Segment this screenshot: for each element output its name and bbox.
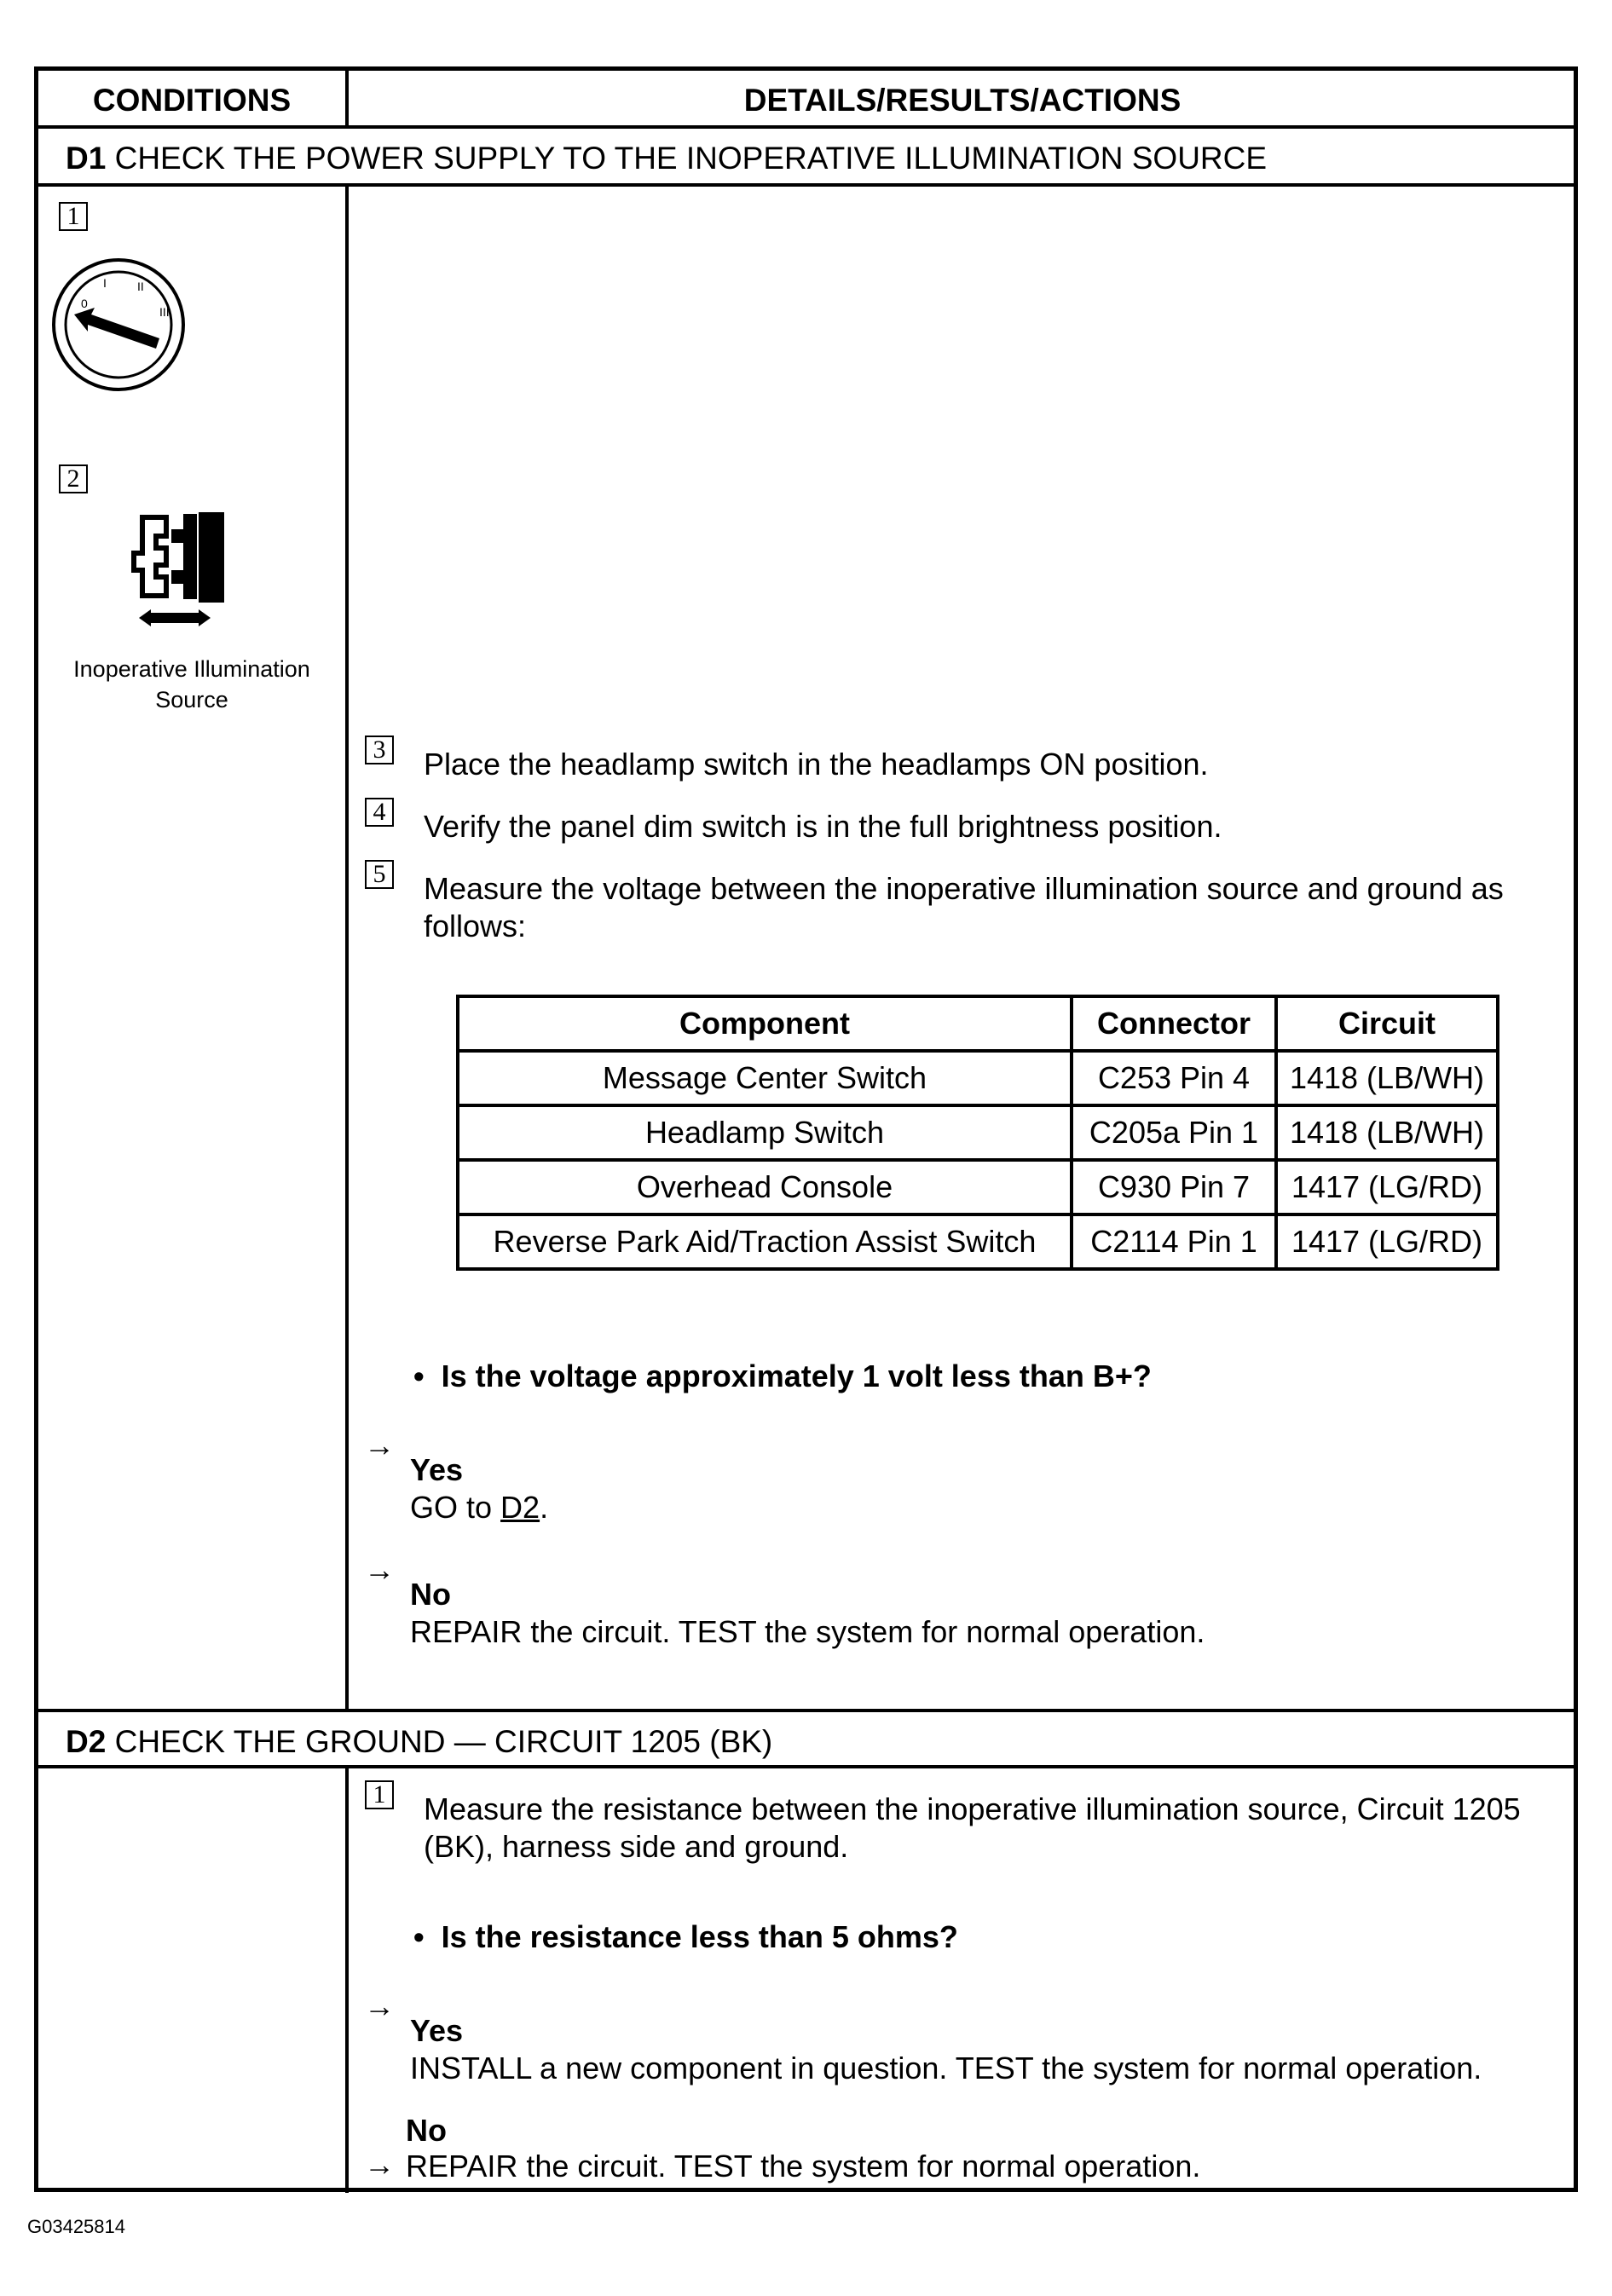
connector-icon bbox=[115, 505, 251, 642]
d1-step-4-text: Verify the panel dim switch is in the full brightness position. bbox=[424, 809, 1222, 844]
d2-question-text: Is the resistance less than 5 ohms? bbox=[441, 1919, 958, 1954]
d1-no-text: REPAIR the circuit. TEST the system for normal operation. bbox=[410, 1614, 1205, 1649]
d1-step-2-box: 2 bbox=[59, 464, 88, 493]
d1-column-divider bbox=[345, 187, 349, 1709]
table-row bbox=[458, 1051, 1498, 1105]
d2-link[interactable]: D2 bbox=[500, 1490, 540, 1525]
d2-column-divider bbox=[345, 1768, 349, 2193]
table-row bbox=[458, 1105, 1498, 1160]
cell-connector: C930 Pin 7 bbox=[1072, 1160, 1276, 1214]
d1-step-3-box: 3 bbox=[365, 736, 394, 764]
d1-yes-text bbox=[410, 1489, 548, 1526]
table-row bbox=[458, 1160, 1498, 1214]
cell-connector: C253 Pin 4 bbox=[1072, 1051, 1276, 1105]
header-divider bbox=[345, 71, 349, 129]
cell-connector: C2114 Pin 1 bbox=[1072, 1214, 1276, 1269]
d1-no-label: No bbox=[410, 1577, 451, 1612]
cell-circuit: 1417 (LG/RD) bbox=[1276, 1160, 1498, 1214]
d1-title bbox=[66, 141, 1267, 176]
table-row bbox=[458, 1214, 1498, 1269]
d1-step-4-box: 4 bbox=[365, 798, 394, 827]
d1-yes-label: Yes bbox=[410, 1452, 464, 1487]
diagnostic-table bbox=[34, 66, 1578, 2192]
cell-circuit: 1418 (LB/WH) bbox=[1276, 1051, 1498, 1105]
cell-component: Reverse Park Aid/Traction Assist Switch bbox=[458, 1214, 1072, 1269]
svg-text:II: II bbox=[137, 280, 144, 293]
arrow-right-icon: → bbox=[364, 1988, 395, 2023]
d1-question bbox=[413, 1358, 1522, 1395]
header-details: DETAILS/RESULTS/ACTIONS bbox=[743, 83, 1182, 118]
d1-step-5-text: Measure the voltage between the inoperative illumination source and ground as follows: bbox=[424, 871, 1504, 943]
d2-code: D2 bbox=[66, 1724, 107, 1759]
svg-text:I: I bbox=[103, 276, 107, 290]
d2-no-text: REPAIR the circuit. TEST the system for normal operation. bbox=[406, 2149, 1201, 2184]
ignition-switch-icon bbox=[50, 257, 187, 393]
d1-code: D1 bbox=[66, 141, 107, 176]
d2-step-1-box: 1 bbox=[365, 1780, 394, 1809]
arrow-right-icon: → bbox=[364, 1552, 395, 1587]
d2-yes-label: Yes bbox=[410, 2013, 464, 2048]
figure-code: G03425814 bbox=[27, 2216, 125, 2237]
header-conditions: CONDITIONS bbox=[92, 83, 292, 118]
measurement-table-header bbox=[458, 996, 1498, 1051]
d1-step-3-text: Place the headlamp switch in the headlamps ON position. bbox=[424, 747, 1209, 782]
d1-yes-suffix: . bbox=[540, 1490, 549, 1525]
cell-component: Message Center Switch bbox=[458, 1051, 1072, 1105]
d1-step-5-box: 5 bbox=[365, 860, 394, 889]
cell-circuit: 1418 (LB/WH) bbox=[1276, 1105, 1498, 1160]
col-component: Component bbox=[458, 996, 1072, 1051]
d1-step-1-box: 1 bbox=[59, 202, 88, 231]
measurement-table bbox=[456, 995, 1499, 1271]
d2-question bbox=[413, 1918, 1522, 1956]
arrow-right-icon: → bbox=[364, 1428, 395, 1462]
d2-no-label: No bbox=[406, 2113, 447, 2148]
cell-connector: C205a Pin 1 bbox=[1072, 1105, 1276, 1160]
d2-yes-text: INSTALL a new component in question. TEST the system for normal operation. bbox=[410, 2051, 1482, 2085]
d1-yes-prefix: GO to bbox=[410, 1490, 493, 1525]
connector-caption: Inoperative Illumination Source bbox=[73, 656, 310, 712]
col-connector: Connector bbox=[1072, 996, 1276, 1051]
cell-circuit: 1417 (LG/RD) bbox=[1276, 1214, 1498, 1269]
d1-question-text: Is the voltage approximately 1 volt less than B+? bbox=[441, 1359, 1152, 1393]
svg-text:III: III bbox=[159, 305, 170, 319]
bullet-icon: • bbox=[413, 1919, 425, 1954]
cell-component: Overhead Console bbox=[458, 1160, 1072, 1214]
d2-title-text: CHECK THE GROUND — CIRCUIT 1205 (BK) bbox=[114, 1724, 773, 1759]
bullet-icon: • bbox=[413, 1359, 425, 1393]
col-circuit: Circuit bbox=[1276, 996, 1498, 1051]
d1-title-text: CHECK THE POWER SUPPLY TO THE INOPERATIVE ILLUMINATION SOURCE bbox=[114, 141, 1268, 176]
arrow-right-icon: → bbox=[364, 2147, 395, 2182]
d2-step-1-text: Measure the resistance between the inoperative illumination source, Circuit 1205 (BK), harness side and ground. bbox=[424, 1791, 1521, 1864]
svg-text:0: 0 bbox=[81, 297, 88, 310]
cell-component: Headlamp Switch bbox=[458, 1105, 1072, 1160]
d2-title bbox=[66, 1724, 772, 1760]
